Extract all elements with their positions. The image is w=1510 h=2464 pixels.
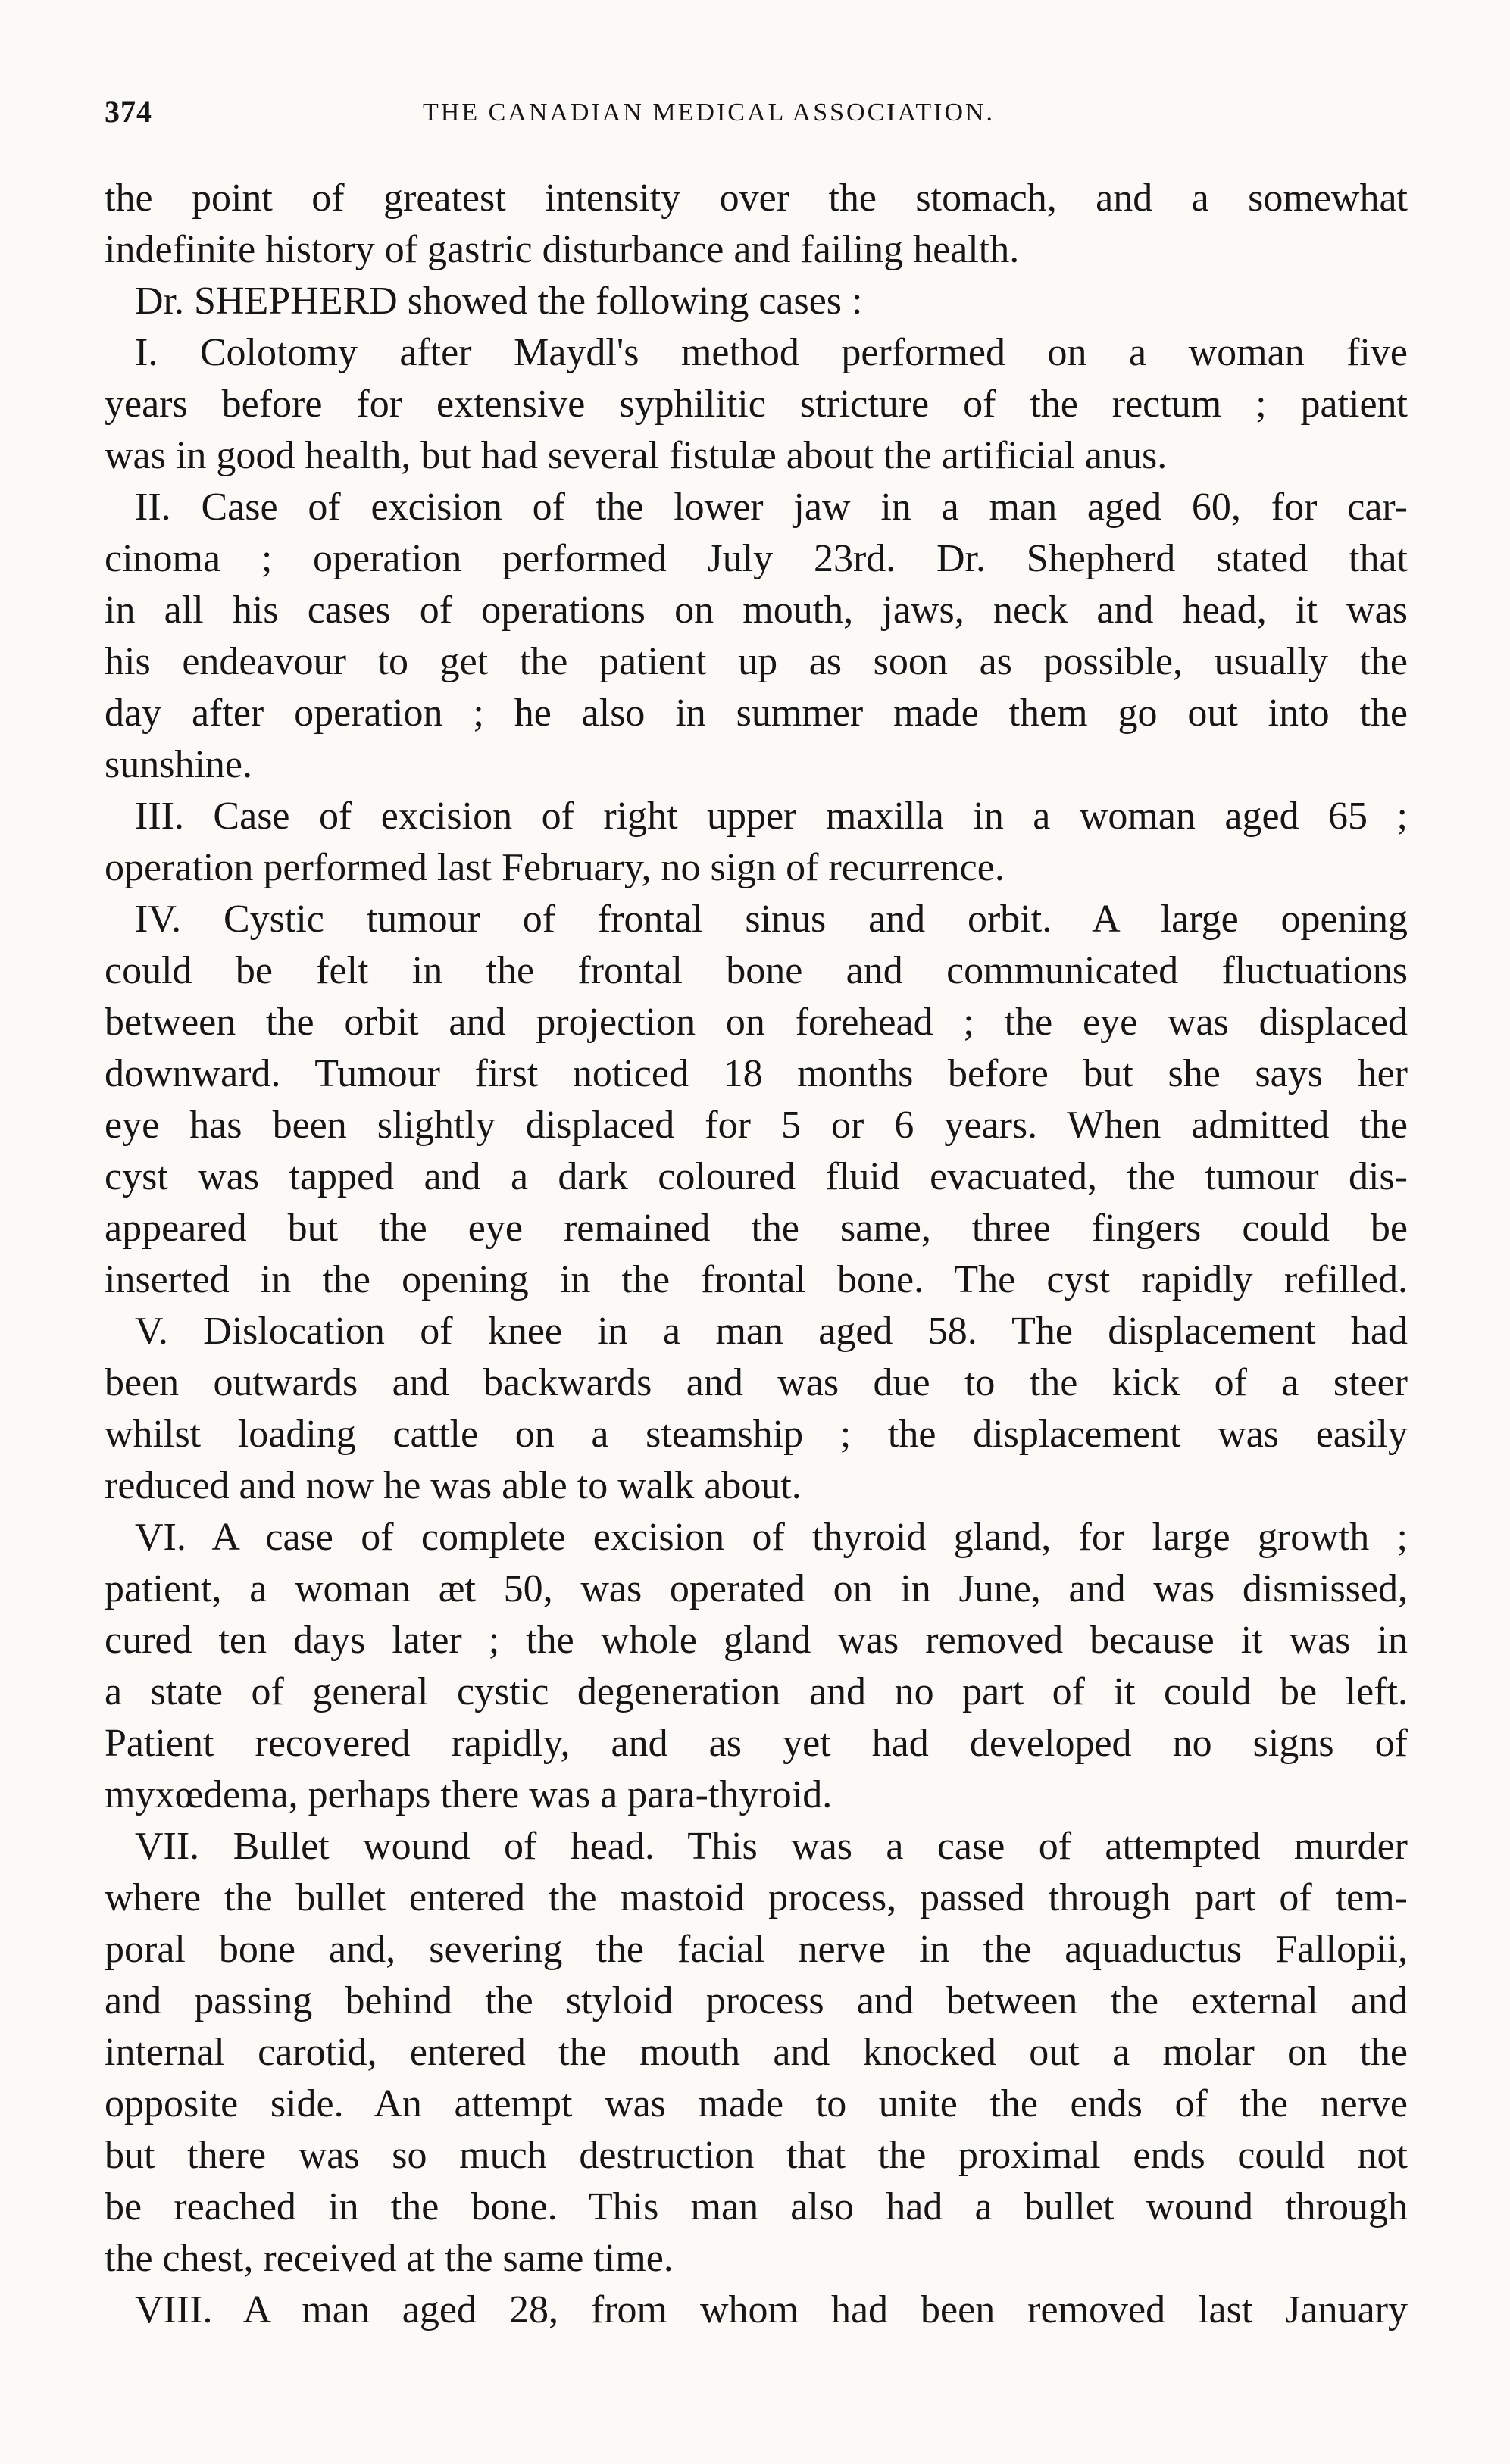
text-line: Dr. SHEPHERD showed the following cases : [135, 280, 863, 323]
body-text [105, 173, 1408, 2336]
text-line: III. Case of excision of right upper maxilla in a woman aged 65 ; [135, 795, 1408, 838]
text-line: internal carotid, entered the mouth and knocked out a molar on the [105, 2031, 1408, 2074]
text-line: cyst was tapped and a dark coloured fluid evacuated, the tumour dis- [105, 1155, 1408, 1198]
text-line: day after operation ; he also in summer made them go out into the [105, 692, 1408, 735]
text-line: a state of general cystic degeneration and no part of it could be left. [105, 1670, 1408, 1713]
text-line: poral bone and, severing the facial nerve in the aquaductus Fallopii, [105, 1928, 1408, 1971]
text-line: years before for extensive syphilitic stricture of the rectum ; patient [105, 383, 1408, 426]
text-line: VI. A case of complete excision of thyroid gland, for large growth ; [135, 1516, 1408, 1559]
text-line: VII. Bullet wound of head. This was a case of attempted murder [135, 1825, 1408, 1868]
text-line: where the bullet entered the mastoid process, passed through part of tem- [105, 1876, 1408, 1919]
text-line: and passing behind the styloid process and between the external and [105, 1979, 1408, 2022]
text-line: sunshine. [105, 743, 252, 786]
text-line: opposite side. An attempt was made to unite the ends of the nerve [105, 2082, 1408, 2125]
text-line: been outwards and backwards and was due to the kick of a steer [105, 1361, 1408, 1404]
text-line: operation performed last February, no sign of recurrence. [105, 846, 1005, 889]
text-line: in all his cases of operations on mouth, jaws, neck and head, it was [105, 589, 1408, 632]
running-title: THE CANADIAN MEDICAL ASSOCIATION. [423, 98, 996, 126]
text-line: eye has been slightly displaced for 5 or 6 years. When admitted the [105, 1104, 1408, 1147]
page-header [105, 85, 1423, 130]
text-line: be reached in the bone. This man also had a bullet wound through [105, 2185, 1408, 2228]
text-line: VIII. A man aged 28, from whom had been removed last January [135, 2288, 1408, 2331]
text-line: between the orbit and projection on forehead ; the eye was displaced [105, 1001, 1408, 1044]
text-line: inserted in the opening in the frontal bone. The cyst rapidly refilled. [105, 1258, 1408, 1301]
text-line: was in good health, but had several fistulæ about the artificial anus. [105, 434, 1168, 477]
text-line: cinoma ; operation performed July 23rd. Dr. Shepherd stated that [105, 537, 1408, 580]
text-line: his endeavour to get the patient up as soon as possible, usually the [105, 640, 1408, 683]
text-line: downward. Tumour first noticed 18 months before but she says her [105, 1052, 1408, 1095]
text-line: indefinite history of gastric disturbance and failing health. [105, 228, 1020, 271]
text-line: appeared but the eye remained the same, three fingers could be [105, 1207, 1408, 1250]
text-line: but there was so much destruction that the proximal ends could not [105, 2134, 1408, 2177]
text-line: cured ten days later ; the whole gland was removed because it was in [105, 1619, 1408, 1662]
page-number: 374 [105, 95, 152, 129]
text-line: the chest, received at the same time. [105, 2237, 674, 2280]
text-line: IV. Cystic tumour of frontal sinus and orbit. A large opening [135, 898, 1408, 941]
text-line: patient, a woman æt 50, was operated on in June, and was dismissed, [105, 1567, 1408, 1610]
text-line: Patient recovered rapidly, and as yet had developed no signs of [105, 1722, 1408, 1765]
text-line: could be felt in the frontal bone and communicated fluctuations [105, 949, 1408, 992]
text-line: whilst loading cattle on a steamship ; the displacement was easily [105, 1413, 1408, 1456]
text-line: reduced and now he was able to walk about. [105, 1464, 802, 1507]
text-line: I. Colotomy after Maydl's method performed on a woman five [135, 331, 1408, 374]
text-line: myxœdema, perhaps there was a para-thyroid. [105, 1773, 833, 1816]
text-line: V. Dislocation of knee in a man aged 58. The displacement had [135, 1310, 1408, 1353]
text-line: II. Case of excision of the lower jaw in a man aged 60, for car- [135, 486, 1408, 529]
text-line: the point of greatest intensity over the stomach, and a somewhat [105, 176, 1408, 220]
